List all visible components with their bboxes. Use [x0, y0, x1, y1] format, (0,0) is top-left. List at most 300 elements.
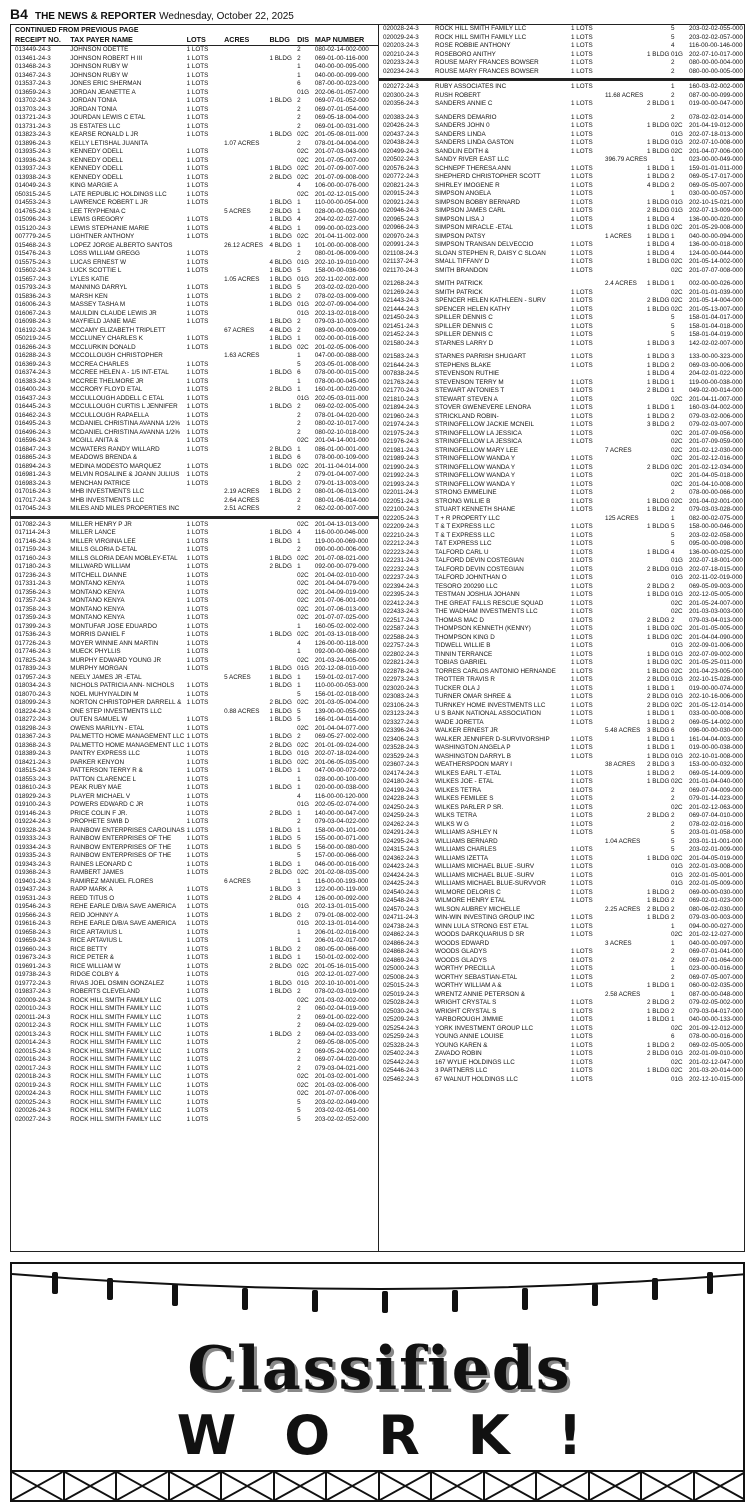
- name-cell: TALFORD CARL U: [435, 548, 489, 556]
- bldg-cell: 1 BLDG: [269, 318, 292, 325]
- bldg-cell: 1 BLDG: [647, 548, 670, 556]
- dis-cell: 02C: [671, 931, 683, 938]
- map-cell: 203-02-02-052-000: [314, 1115, 369, 1123]
- receipt-cell: 019335-24-3: [15, 852, 51, 859]
- name-cell: STRINGFELLOW WANDA Y: [435, 455, 516, 462]
- table-row: [11, 988, 378, 997]
- receipt-cell: 013461-24-3: [15, 54, 51, 62]
- dis-cell: 01G: [671, 693, 683, 700]
- map-cell: 201-04-09-019-000: [314, 588, 369, 596]
- receipt-cell: 015476-24-3: [15, 250, 51, 257]
- bldg-cell: 1 BLDG: [647, 1016, 670, 1023]
- dis-cell: 2: [297, 945, 301, 953]
- dis-cell: 2: [297, 46, 301, 53]
- acres-cell: [224, 369, 269, 378]
- lots-cell: 1 LOTS: [571, 395, 593, 403]
- bldg-cell: 4 BLDG: [269, 224, 292, 232]
- lots-cell: 1 LOTS: [186, 767, 209, 774]
- map-cell: 160-03-04-002-000: [689, 404, 743, 411]
- bldg-cell: 4 BLDG: [269, 241, 292, 249]
- map-cell: 062-02-00-007-000: [314, 505, 369, 512]
- section-divider: [11, 516, 378, 519]
- name-cell: TINNIN TERRANCE: [435, 650, 493, 658]
- lots-cell: 1 LOTS: [186, 529, 209, 536]
- lots-cell: 1 LOTS: [186, 741, 209, 749]
- map-cell: 069-02-02-005-000: [314, 403, 369, 410]
- lots-cell: 1 LOTS: [571, 1024, 593, 1032]
- receipt-cell: 017160-24-3: [15, 554, 51, 562]
- receipt-cell: 025209-24-3: [383, 1016, 419, 1023]
- dis-cell: 5: [671, 540, 675, 547]
- acres-cell: [224, 929, 269, 938]
- lots-cell: 1 LOTS: [186, 1064, 209, 1072]
- border-box: [432, 1472, 485, 1500]
- acres-cell: [224, 403, 269, 412]
- receipt-cell: 024548-24-3: [383, 897, 419, 904]
- map-cell: 069-07-05-007-000: [689, 973, 743, 981]
- dis-cell: 02C: [297, 605, 309, 613]
- acres-cell: [605, 659, 647, 668]
- receipt-cell: 019566-24-3: [15, 911, 51, 919]
- name-cell: ROCK HILL SMITH FAMILY LLC: [435, 33, 527, 41]
- receipt-cell: 021268-24-3: [383, 280, 419, 287]
- dis-cell: 5: [671, 25, 675, 32]
- dis-cell: 1: [297, 682, 301, 689]
- table-row: [379, 940, 745, 949]
- name-cell: MELVIN ROSALINE & JOANN JULIUS: [70, 471, 180, 478]
- receipt-cell: 018272-24-3: [15, 716, 51, 723]
- table-row: [11, 250, 378, 259]
- bldg-cell: 1 BLDG: [269, 369, 292, 376]
- lots-cell: 1 LOTS: [186, 563, 209, 570]
- receipt-cell: 022011-24-3: [383, 489, 419, 496]
- name-cell: STOVER GWENEVERE LENORA: [435, 404, 532, 411]
- dis-cell: 02C: [297, 614, 309, 621]
- map-cell: 203-02-02-020-000: [314, 284, 369, 291]
- table-row: [11, 912, 378, 921]
- map-cell: 078-00-00-045-000: [314, 377, 369, 385]
- receipt-cell: 024869-24-3: [383, 956, 419, 964]
- lots-cell: 1 LOTS: [186, 148, 209, 155]
- name-cell: MASSEY TASHA M: [70, 301, 126, 308]
- bldg-cell: [269, 852, 297, 861]
- acres-cell: [605, 736, 647, 745]
- dis-cell: 02C: [297, 131, 309, 138]
- dis-cell: 5: [297, 835, 301, 842]
- dis-cell: 1: [671, 982, 675, 989]
- dis-cell: 02C: [671, 395, 683, 403]
- name-cell: SIMPSON BOBBY BERNARD: [435, 198, 520, 206]
- map-cell: 202-01-05-009-000: [689, 880, 743, 887]
- acres-cell: 1.63 ACRES: [224, 352, 260, 359]
- map-cell: 201-05-14-002-000: [689, 258, 743, 265]
- lots-cell: 1 LOTS: [186, 156, 209, 164]
- lots-cell: 1 LOTS: [571, 438, 593, 445]
- receipt-cell: 017331-24-3: [15, 580, 51, 587]
- map-cell: 203-02-02-058-000: [689, 531, 743, 539]
- lots-cell: 1 LOTS: [571, 667, 593, 675]
- bldg-cell: 2 BLDG: [647, 207, 670, 214]
- name-cell: NICHOLS PATRICIA ANN- NICHOLS: [70, 682, 175, 689]
- receipt-cell: 020300-24-3: [383, 91, 419, 99]
- name-cell: ROCK HILL SMITH FAMILY LLC: [70, 1022, 162, 1029]
- table-row: [11, 631, 378, 640]
- map-cell: 201-03-05-004-000: [314, 699, 369, 706]
- map-cell: 080-02-10-018-000: [314, 428, 369, 436]
- table-row: [379, 897, 745, 906]
- receipt-cell: 024180-24-3: [383, 778, 419, 785]
- lots-cell: 1 LOTS: [571, 130, 593, 138]
- map-cell: 204-02-02-027-000: [314, 216, 369, 223]
- receipt-cell: 015602-24-3: [15, 267, 51, 274]
- lots-cell: [187, 208, 224, 217]
- acres-cell: [605, 340, 647, 349]
- receipt-cell: 019328-24-3: [15, 826, 51, 834]
- table-row: [379, 506, 745, 515]
- lots-cell: 1 LOTS: [186, 631, 209, 638]
- map-cell: 201-07-07-006-000: [314, 1090, 369, 1097]
- receipt-cell: 016983-24-3: [15, 479, 51, 487]
- acres-cell: [605, 100, 647, 109]
- map-cell: 082-00-02-075-000: [689, 514, 743, 522]
- lots-cell: 1 LOTS: [186, 199, 209, 206]
- name-cell: ROBERTS CLEVELAND: [70, 988, 140, 995]
- dis-cell: 1: [297, 63, 301, 70]
- map-cell: 030-00-00-057-000: [689, 190, 743, 197]
- name-cell: LOSS WILLIAM GREGG: [70, 250, 140, 257]
- acres-cell: [605, 787, 647, 796]
- map-cell: 201-04-19-012-000: [689, 122, 743, 129]
- map-cell: 158-00-00-101-000: [314, 826, 369, 834]
- bldg-cell: 1 BLDG: [269, 488, 292, 495]
- bldg-cell: [647, 863, 671, 872]
- map-cell: 040-00-00-133-000: [689, 1016, 743, 1023]
- border-box: [170, 1472, 223, 1500]
- name-cell: MCGILL ANITA &: [70, 437, 119, 444]
- name-cell: RICE ARTAVIUS L: [70, 937, 123, 944]
- lots-cell: 1 LOTS: [571, 361, 593, 369]
- receipt-cell: 023020-24-3: [383, 684, 419, 692]
- map-cell: 023-00-00-049-000: [689, 156, 743, 163]
- dis-cell: 1: [297, 224, 301, 232]
- map-cell: 101-00-00-008-000: [314, 241, 369, 249]
- map-cell: 087-00-00-099-000: [689, 91, 743, 99]
- header-lots: LOTS: [186, 35, 206, 44]
- table-row: [379, 114, 745, 123]
- receipt-cell: 023396-24-3: [383, 727, 419, 734]
- bldg-cell: 1 BLDG: [269, 835, 292, 842]
- lots-cell: 1 LOTS: [571, 489, 593, 496]
- receipt-cell: 021170-24-3: [383, 266, 419, 274]
- acres-cell: [605, 957, 647, 966]
- dis-cell: 02C: [297, 1081, 309, 1089]
- table-row: [379, 430, 745, 439]
- receipt-cell: 020029-24-3: [383, 33, 419, 41]
- acres-cell: [605, 68, 647, 77]
- acres-cell: [605, 362, 647, 371]
- table-row: [11, 327, 378, 336]
- lots-cell: [571, 761, 605, 770]
- name-cell: RICE BETTY: [70, 945, 108, 953]
- bldg-cell: 1 BLDG: [647, 591, 670, 598]
- name-cell: ROCK HILL SMITH FAMILY LLC: [435, 25, 527, 32]
- lots-cell: 1 LOTS: [186, 852, 209, 859]
- name-cell: ROCK HILL SMITH FAMILY LLC: [70, 996, 162, 1004]
- acres-cell: [224, 412, 269, 421]
- map-cell: 099-00-00-023-000: [314, 224, 369, 232]
- acres-cell: 6 ACRES: [224, 877, 251, 885]
- table-row: [11, 46, 378, 55]
- map-cell: 201-04-07-006-000: [689, 147, 743, 155]
- map-cell: 201-04-04-079-000: [314, 580, 369, 587]
- table-row: [11, 55, 378, 64]
- dis-cell: 02C: [297, 588, 309, 596]
- table-row: [11, 361, 378, 370]
- acres-cell: [224, 614, 269, 623]
- receipt-cell: 016981-24-3: [15, 471, 51, 478]
- name-cell: SANDERS ANNIE C: [435, 100, 493, 107]
- receipt-cell: 021960-24-3: [383, 412, 419, 420]
- dis-cell: 02C: [297, 996, 309, 1004]
- acres-cell: [224, 912, 269, 921]
- name-cell: T + R PROPERTY LLC: [435, 514, 500, 522]
- table-row: [11, 980, 378, 989]
- lots-cell: [187, 242, 224, 251]
- bldg-cell: [647, 42, 671, 51]
- name-cell: SMALL TIFFANY D: [435, 258, 490, 265]
- map-cell: 110-00-00-053-000: [314, 682, 369, 689]
- map-cell: 116-00-00-146-000: [689, 42, 743, 49]
- acres-cell: [605, 25, 647, 34]
- name-cell: STRICKLAND ROBIN-: [435, 412, 499, 420]
- dis-cell: 01G: [297, 971, 309, 978]
- lots-cell: 1 LOTS: [571, 769, 593, 777]
- receipt-cell: 021580-24-3: [383, 339, 419, 347]
- acres-cell: [224, 971, 269, 980]
- table-row: [379, 999, 745, 1008]
- map-cell: 201-02-12-063-000: [689, 803, 743, 811]
- receipt-cell: 016445-24-3: [15, 403, 51, 410]
- bldg-cell: 2 BLDG: [269, 869, 292, 876]
- dis-cell: 5: [671, 322, 675, 330]
- map-cell: 079-01-13-003-000: [314, 479, 369, 487]
- dis-cell: 2: [671, 59, 675, 66]
- bldg-cell: 1 BLDG: [269, 911, 292, 919]
- lots-cell: 1 LOTS: [186, 775, 209, 783]
- bldg-cell: 1 BLDG: [269, 707, 292, 715]
- table-row: [379, 787, 745, 796]
- bldg-cell: [269, 429, 297, 438]
- lots-cell: 1 LOTS: [186, 479, 209, 487]
- map-cell: 201-04-04-090-000: [689, 633, 743, 641]
- map-cell: 060-02-04-019-000: [314, 1005, 369, 1012]
- acres-cell: [224, 429, 269, 438]
- receipt-cell: 024174-24-3: [383, 769, 419, 777]
- bldg-cell: [269, 1099, 297, 1108]
- lots-cell: [187, 497, 224, 506]
- table-row: [11, 216, 378, 225]
- bldg-cell: [647, 600, 671, 609]
- acres-cell: [605, 583, 647, 592]
- acres-cell: [605, 974, 647, 983]
- dis-cell: 1: [671, 404, 675, 411]
- bldg-cell: [647, 642, 671, 651]
- lots-cell: [571, 370, 605, 379]
- table-row: [11, 538, 378, 547]
- lots-cell: 1 LOTS: [571, 999, 593, 1006]
- table-row: [379, 761, 745, 770]
- table-row: [11, 937, 378, 946]
- receipt-cell: 017159-24-3: [15, 546, 51, 553]
- table-row: [379, 131, 745, 140]
- table-row: [11, 369, 378, 378]
- map-cell: 087-00-00-048-000: [689, 990, 743, 998]
- map-cell: 202-01-03-008-000: [689, 863, 743, 870]
- name-cell: RAINBOW ENTERPRISES OF THE: [70, 852, 172, 859]
- lots-cell: 1 LOTS: [186, 267, 209, 274]
- map-cell: 078-00-00-066-000: [689, 489, 743, 496]
- dis-cell: 4: [671, 548, 675, 556]
- table-row: [11, 784, 378, 793]
- acres-cell: [224, 648, 269, 657]
- table-row: [11, 310, 378, 319]
- acres-cell: 2.51 ACRES: [224, 505, 260, 512]
- bldg-cell: 1 BLDG: [647, 778, 670, 785]
- table-row: [11, 157, 378, 166]
- table-row: [11, 63, 378, 72]
- acres-cell: [224, 529, 269, 538]
- lots-cell: 1 LOTS: [571, 625, 593, 632]
- lots-cell: 1 LOTS: [571, 523, 593, 530]
- map-cell: 019-00-00-038-000: [689, 744, 743, 751]
- name-cell: JS ESTATES LLC: [70, 122, 121, 130]
- name-cell: MCCLUNEY CHARLES K: [70, 335, 143, 342]
- receipt-cell: 020011-24-3: [15, 1013, 51, 1021]
- receipt-cell: 022587-24-3: [383, 625, 419, 632]
- map-cell: 069-05-14-002-000: [689, 718, 743, 726]
- receipt-cell: 018929-24-3: [15, 792, 51, 800]
- table-row: [11, 1090, 378, 1099]
- dis-cell: 02C: [671, 258, 683, 265]
- acres-cell: [605, 413, 647, 422]
- table-row: [379, 702, 745, 711]
- table-row: [379, 438, 745, 447]
- bldg-cell: 1 BLDG: [269, 403, 292, 410]
- table-row: [379, 370, 745, 379]
- lots-cell: 1 LOTS: [571, 735, 593, 743]
- map-cell: 201-07-03-043-000: [314, 148, 369, 155]
- dis-cell: 02C: [671, 297, 683, 304]
- map-cell: 203-05-01-008-000: [314, 360, 369, 368]
- acres-cell: [605, 182, 647, 191]
- receipt-cell: 020921-24-3: [383, 198, 419, 206]
- name-cell: TROTTER TRAVIS R: [435, 676, 495, 683]
- map-cell: 136-00-00-018-000: [689, 241, 743, 248]
- map-cell: 078-02-02-016-000: [689, 820, 743, 828]
- bldg-cell: [647, 34, 671, 43]
- table-row: [11, 335, 378, 344]
- dis-cell: 01G: [297, 920, 309, 927]
- table-row: [379, 182, 745, 191]
- table-row: [11, 1116, 378, 1125]
- dis-cell: 02C: [297, 580, 309, 587]
- receipt-cell: 020027-24-3: [15, 1115, 51, 1123]
- dis-cell: 2: [297, 420, 301, 427]
- bldg-cell: 1 BLDG: [269, 826, 292, 834]
- acres-cell: [605, 693, 647, 702]
- lots-cell: 1 LOTS: [186, 420, 209, 427]
- dis-cell: 01G: [671, 1050, 683, 1057]
- lots-cell: 1 LOTS: [571, 888, 593, 896]
- receipt-cell: 024259-24-3: [383, 812, 419, 819]
- lots-cell: [571, 280, 605, 289]
- map-cell: 080-01-06-009-000: [314, 250, 369, 257]
- right-rows-e: [379, 353, 745, 1084]
- name-cell: SPILLER DENNIS C: [435, 322, 493, 330]
- table-row: [379, 676, 745, 685]
- receipt-cell: 015096-24-3: [15, 216, 51, 223]
- lots-cell: 1 LOTS: [186, 869, 209, 876]
- table-row: [11, 80, 378, 89]
- bldg-cell: 1 BLDG: [647, 224, 670, 231]
- dis-cell: 02C: [671, 446, 683, 454]
- map-cell: 087-00-00-023-000: [314, 80, 369, 87]
- dis-cell: 1: [297, 445, 301, 453]
- dis-cell: 1: [297, 377, 301, 385]
- name-cell: ROCK HILL SMITH FAMILY LLC: [70, 1064, 162, 1072]
- table-row: [379, 642, 745, 651]
- lots-cell: 1 LOTS: [571, 846, 593, 853]
- map-cell: 201-04-10-008-000: [689, 480, 743, 488]
- dis-cell: 5: [671, 314, 675, 321]
- name-cell: WILLIAMS MICHAEL BLUE -SURV: [435, 863, 535, 870]
- table-row: [11, 140, 378, 149]
- receipt-cell: 022802-24-3: [383, 650, 419, 658]
- acres-cell: [224, 725, 269, 734]
- dis-cell: 2: [297, 471, 301, 478]
- receipt-cell: 020012-24-3: [15, 1022, 51, 1029]
- bldg-cell: 1 BLDG: [647, 982, 670, 989]
- dis-cell: 6: [297, 454, 301, 461]
- acres-cell: [605, 897, 647, 906]
- table-row: [11, 106, 378, 115]
- receipt-cell: 019531-24-3: [15, 894, 51, 902]
- table-row: [11, 818, 378, 827]
- acres-cell: [224, 63, 269, 72]
- receipt-cell: 024291-24-3: [383, 829, 419, 836]
- lots-cell: [571, 156, 605, 165]
- name-cell: NEELY JAMES JR -ETAL: [70, 673, 142, 681]
- acres-cell: [605, 1050, 647, 1059]
- map-cell: 201-04-13-013-000: [314, 520, 369, 528]
- border-box: [327, 1472, 380, 1500]
- dis-cell: 2: [297, 988, 301, 995]
- name-cell: ROCK HILL SMITH FAMILY LLC: [70, 1047, 162, 1055]
- bldg-cell: [647, 931, 671, 940]
- dis-cell: 1: [297, 826, 301, 834]
- acres-cell: [605, 999, 647, 1008]
- lots-cell: 1 LOTS: [186, 818, 209, 825]
- acres-cell: [605, 523, 647, 532]
- dis-cell: 2: [297, 411, 301, 419]
- name-cell: JORDAN TONIA: [70, 105, 117, 113]
- map-cell: 126-00-00-118-000: [314, 639, 369, 647]
- receipt-cell: 020502-24-3: [383, 156, 419, 163]
- map-cell: 201-01-09-024-000: [314, 741, 369, 749]
- lots-cell: 1 LOTS: [571, 1007, 593, 1015]
- dis-cell: 02C: [297, 462, 309, 470]
- dis-cell: 2: [671, 1041, 675, 1049]
